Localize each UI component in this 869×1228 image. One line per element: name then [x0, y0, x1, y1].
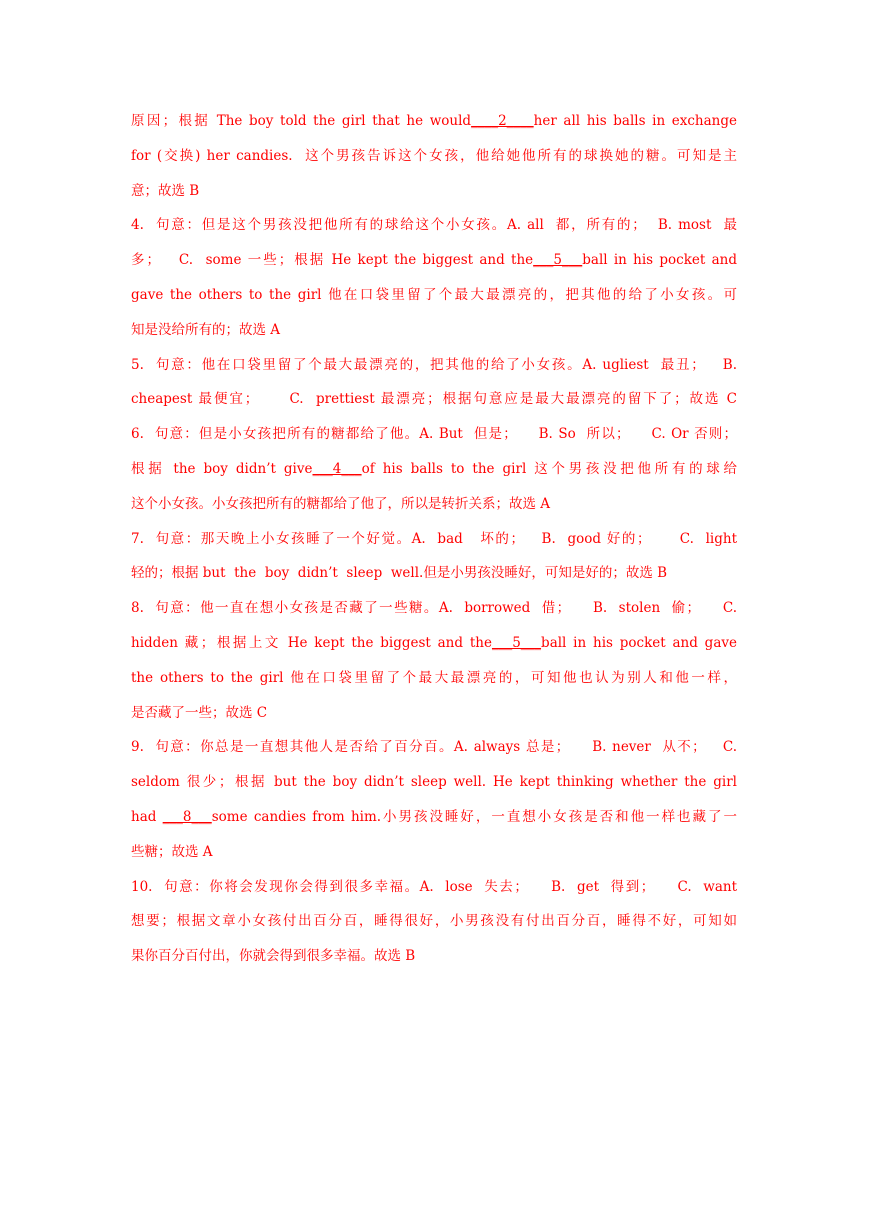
text-segment: the others to the girl 他在口袋里留了个最大最漂亮的，可知他也认为别人和他一样，: [131, 669, 737, 686]
text-segment: ball in his pocket and: [582, 252, 737, 269]
text-segment: seldom 很少；根据 but the boy didn’t sleep well. He kept thinking whether the girl: [131, 774, 737, 791]
text-segment: had: [131, 808, 163, 825]
text-segment: 这个小女孩。小女孩把所有的糖都给了他了，所以是转折关系；故选 A: [131, 495, 551, 512]
text-line: [131, 522, 737, 557]
text-line: [131, 139, 737, 174]
text-line: [131, 904, 737, 939]
text-segment: 知是没给所有的；故选 A: [131, 321, 281, 338]
text-segment: for (交换) her candies. 这个男孩告诉这个女孩，他给她他所有的球换她的糖。可知是主: [131, 147, 737, 164]
text-line: [131, 835, 737, 870]
text-segment: 多； C. some 一些；根据 He kept the biggest and the: [131, 252, 534, 269]
text-line: [131, 939, 737, 974]
blank-underline: ___5___: [491, 634, 542, 651]
text-segment: gave the others to the girl 他在口袋里留了个最大最漂亮的，把其他的给了小女孩。可: [131, 286, 737, 303]
text-segment: of his balls to the girl 这个男孩没把他所有的球给: [361, 460, 737, 477]
text-segment: 6. 句意：但是小女孩把所有的糖都给了他。A. But 但是； B. So 所以； C. Or 否则；: [131, 426, 737, 443]
text-segment: 4. 句意：但是这个男孩没把他所有的球给这个小女孩。A. all 都，所有的； B. most 最: [131, 217, 737, 234]
text-line: [131, 243, 737, 278]
text-line: [131, 278, 737, 313]
text-segment: 10. 句意：你将会发现你会得到很多幸福。A. lose 失去； B. get 得到； C. want: [131, 878, 737, 895]
text-segment: 意；故选 B: [131, 182, 200, 199]
text-segment: 轻的；根据 but the boy didn’t sleep well.但是小男孩没睡好，可知是好的；故选 B: [131, 565, 668, 582]
text-line: [131, 417, 737, 452]
text-segment: 8. 句意：他一直在想小女孩是否藏了一些糖。A. borrowed 借； B. stolen 偷； C.: [131, 600, 737, 617]
text-segment: 想要；根据文章小女孩付出百分百，睡得很好，小男孩没有付出百分百，睡得不好，可知如: [131, 913, 737, 930]
text-line: [131, 313, 737, 348]
text-segment: 原因；根据 The boy told the girl that he would: [131, 113, 472, 129]
text-line: [131, 765, 737, 800]
text-segment: 7. 句意：那天晚上小女孩睡了一个好觉。A. bad 坏的； B. good 好的； C. light: [131, 530, 737, 547]
text-line: [131, 174, 737, 209]
blank-underline: ___5___: [533, 252, 583, 269]
text-line: [131, 487, 737, 522]
text-line: [131, 104, 737, 139]
text-line: [131, 556, 737, 591]
text-line: [131, 208, 737, 243]
text-segment: 果你百分百付出，你就会得到很多幸福。故选 B: [131, 948, 416, 965]
blank-underline: ____2____: [471, 113, 534, 129]
text-line: [131, 382, 737, 417]
blank-underline: ___4___: [312, 460, 362, 477]
text-segment: hidden 藏；根据上文 He kept the biggest and the: [131, 634, 492, 651]
text-line: [131, 661, 737, 696]
text-segment: 根据 the boy didn’t give: [131, 460, 313, 477]
answer-explanation-text: [131, 104, 737, 974]
text-line: [131, 800, 737, 835]
text-line: [131, 452, 737, 487]
text-segment: 些糖；故选 A: [131, 843, 213, 860]
text-line: [131, 626, 737, 661]
text-segment: 是否藏了一些；故选 C: [131, 704, 268, 721]
text-segment: 9. 句意：你总是一直想其他人是否给了百分百。A. always 总是； B. never 从不； C.: [131, 739, 737, 756]
text-segment: cheapest 最便宜； C. prettiest 最漂亮；根据句意应是最大最漂亮的留下了；故选 C: [131, 391, 737, 408]
text-segment: some candies from him.小男孩没睡好，一直想小女孩是否和他一样也藏了一: [211, 808, 737, 825]
text-segment: 5. 句意：他在口袋里留了个最大最漂亮的，把其他的给了小女孩。A. ugliest 最丑； B.: [131, 356, 737, 373]
text-line: [131, 870, 737, 905]
blank-underline: ___8___: [162, 808, 212, 825]
text-segment: ball in his pocket and gave: [541, 634, 737, 651]
text-line: [131, 730, 737, 765]
text-line: [131, 591, 737, 626]
text-segment: her all his balls in exchange: [533, 113, 737, 129]
text-line: [131, 696, 737, 731]
text-line: [131, 348, 737, 383]
